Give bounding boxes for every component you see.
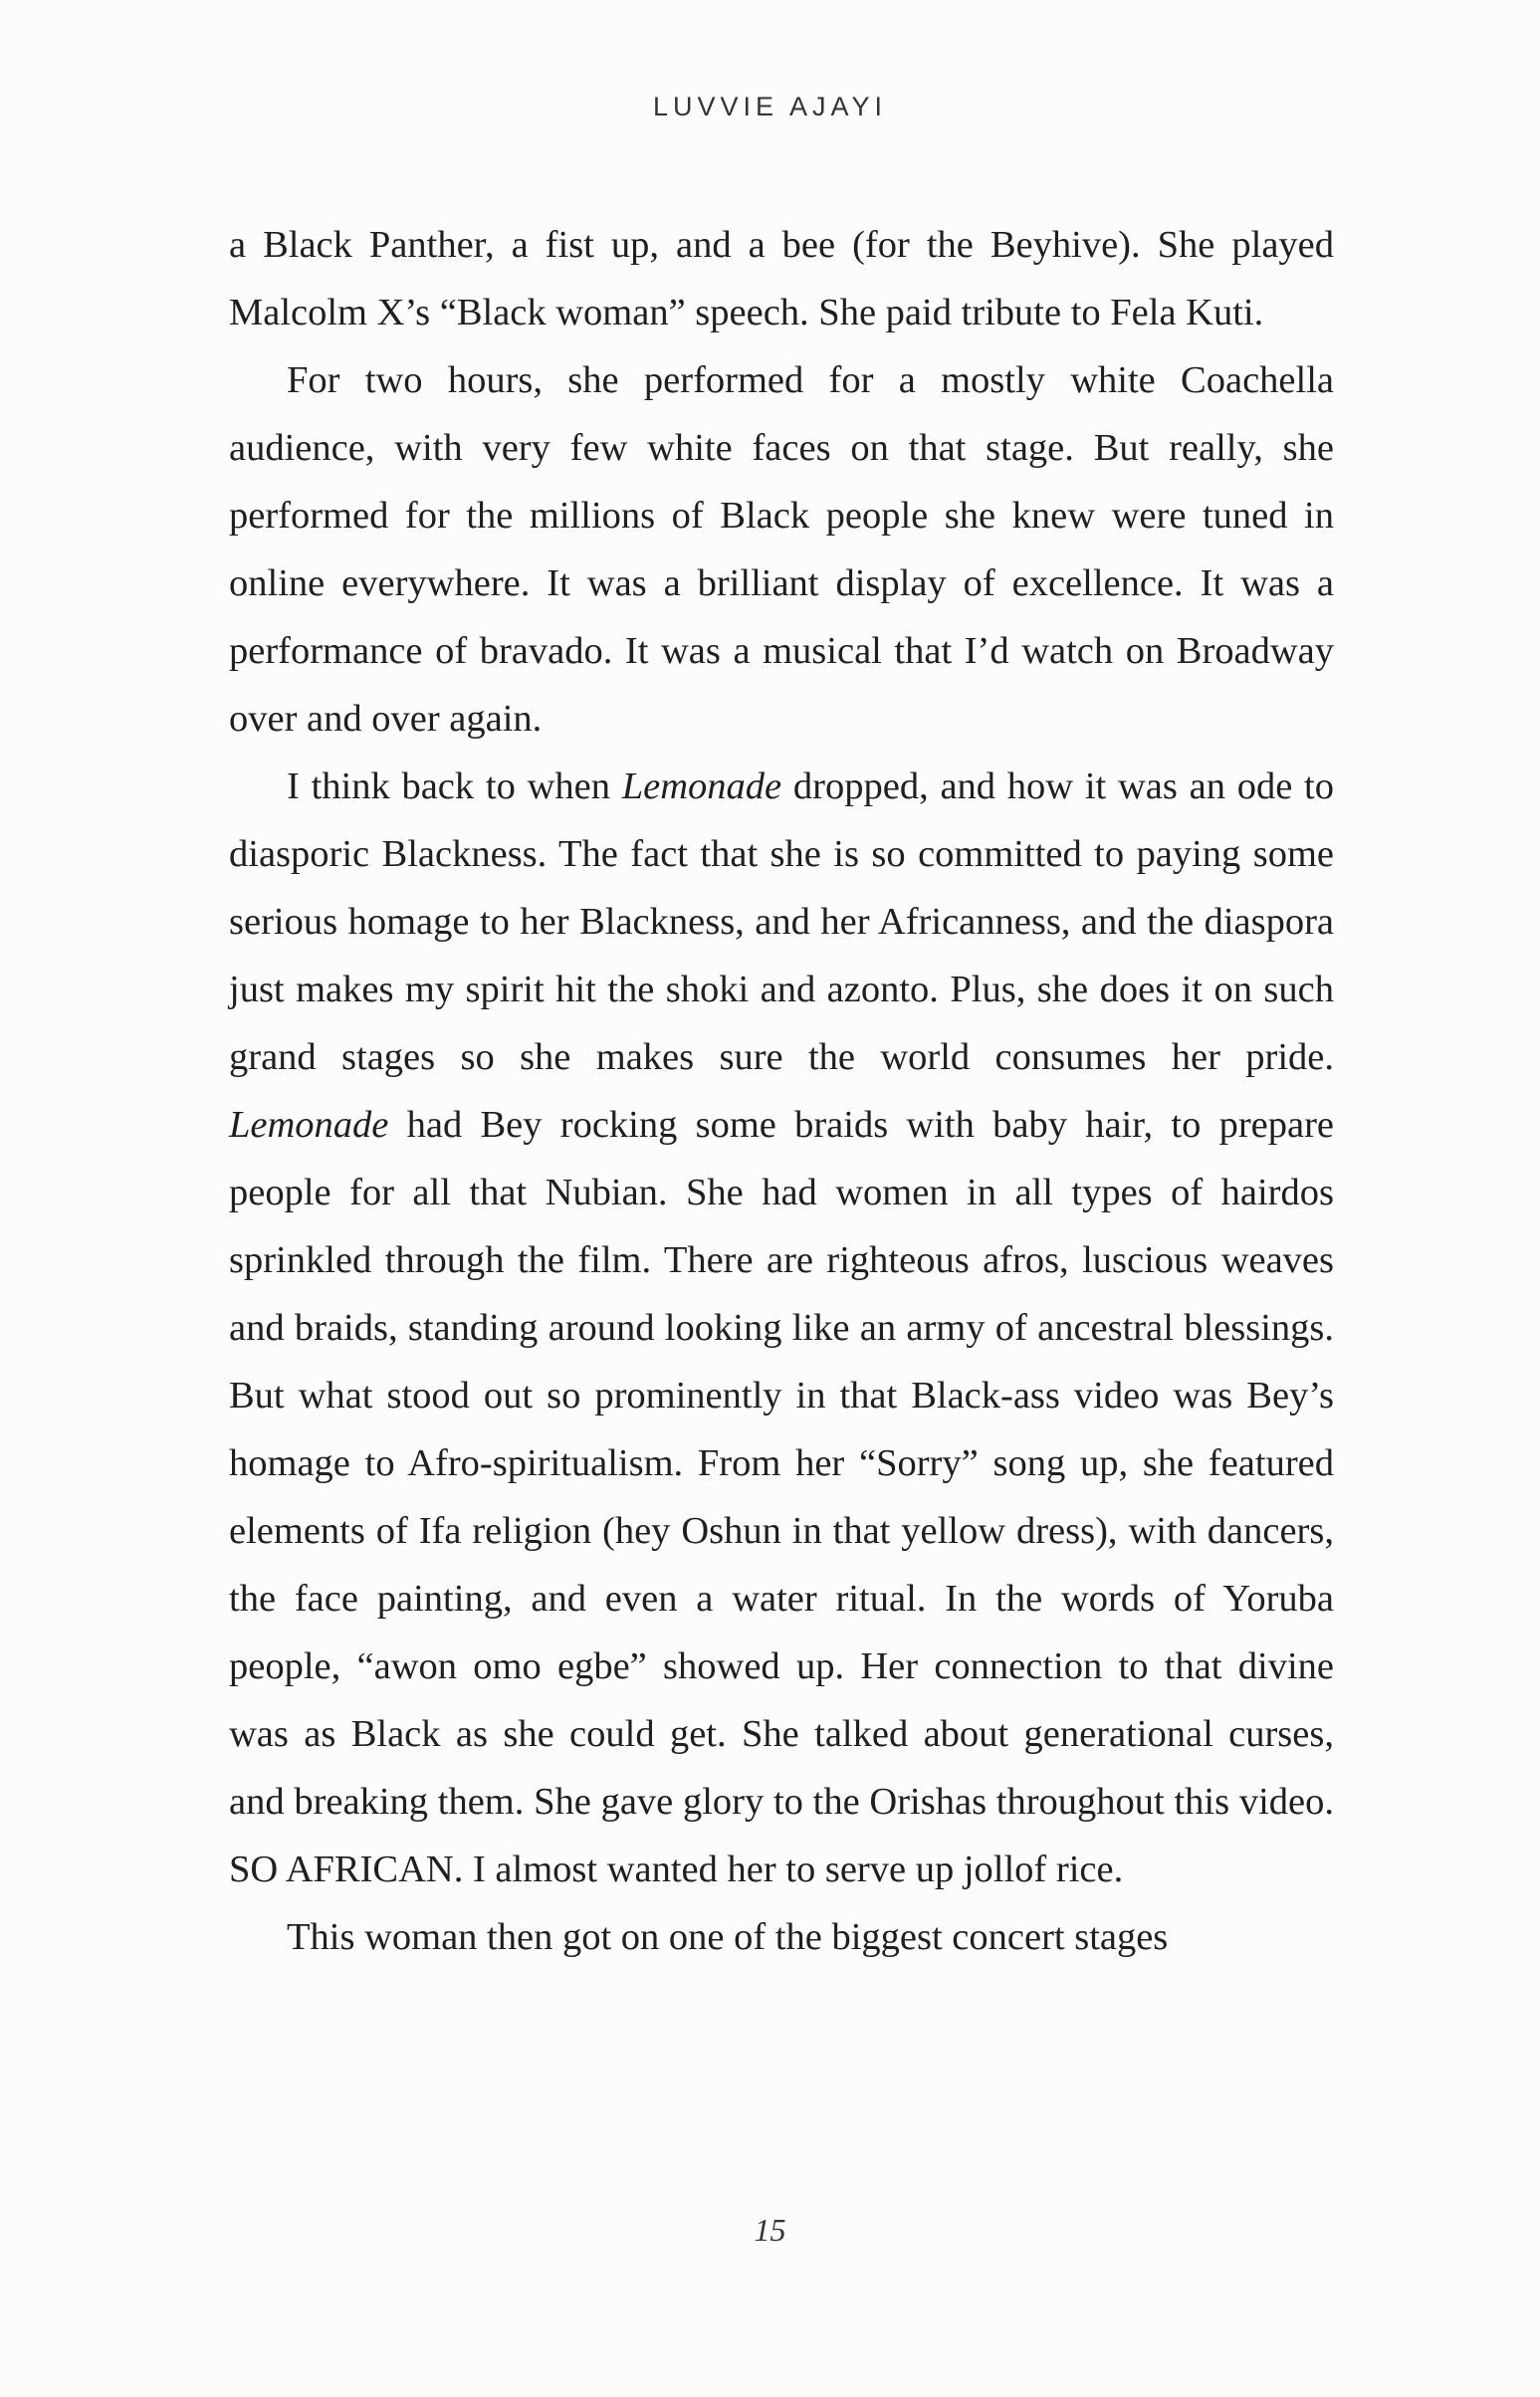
paragraph-1 xyxy=(229,211,1334,346)
running-head: LUVVIE AJAYI xyxy=(652,92,888,121)
body-text xyxy=(229,211,1334,1971)
book-title-lemonade: Lemonade xyxy=(229,1104,389,1146)
text-segment: I think back to when xyxy=(287,765,622,807)
text-segment: For two hours, she performed for a mostly white Coachella audience, with very few white faces on that stage. But really, she performed for the millions of Black people she knew were tuned in online everywhere. It was a brilliant display of excellence. It was a performance of bravado. It was a musical that I’d watch on Broadway over and over again. xyxy=(229,359,1334,740)
paragraph-4 xyxy=(229,1903,1334,1971)
text-segment: a Black Panther, a fist up, and a bee (for the Beyhive). She played Malcolm X’s “Black woman” speech. She paid tribute to Fela Kuti. xyxy=(229,224,1334,333)
text-segment: had Bey rocking some braids with baby hair, to prepare people for all that Nubian. She had women in all types of hairdos sprinkled through the film. There are righteous afros, luscious weaves and braids, standing around looking like an army of ancestral blessings. But what stood out so prominently in that Black-ass video was Bey’s homage to Afro-spiritualism. From her “Sorry” song up, she featured elements of Ifa religion (hey Oshun in that yellow dress), with dancers, the face painting, and even a water ritual. In the words of Yoruba people, “awon omo egbe” showed up. Her connection to that divine was as Black as she could get. She talked about generational curses, and breaking them. She gave glory to the Orishas throughout this video. SO AFRICAN. I almost wanted her to serve up jollof rice. xyxy=(229,1104,1334,1890)
paragraph-3 xyxy=(229,753,1334,1903)
paragraph-2 xyxy=(229,346,1334,753)
page-number: 15 xyxy=(754,2212,786,2248)
text-segment: This woman then got on one of the biggest concert stages xyxy=(287,1916,1169,1958)
book-title-lemonade: Lemonade xyxy=(621,765,782,807)
text-segment: dropped, and how it was an ode to diasporic Blackness. The fact that she is so committed to paying some serious homage to her Blackness, and her Africanness, and the diaspora just makes my spirit hit the shoki and azonto. Plus, she does it on such grand stages so she makes sure the world consumes her pride. xyxy=(229,765,1334,1078)
